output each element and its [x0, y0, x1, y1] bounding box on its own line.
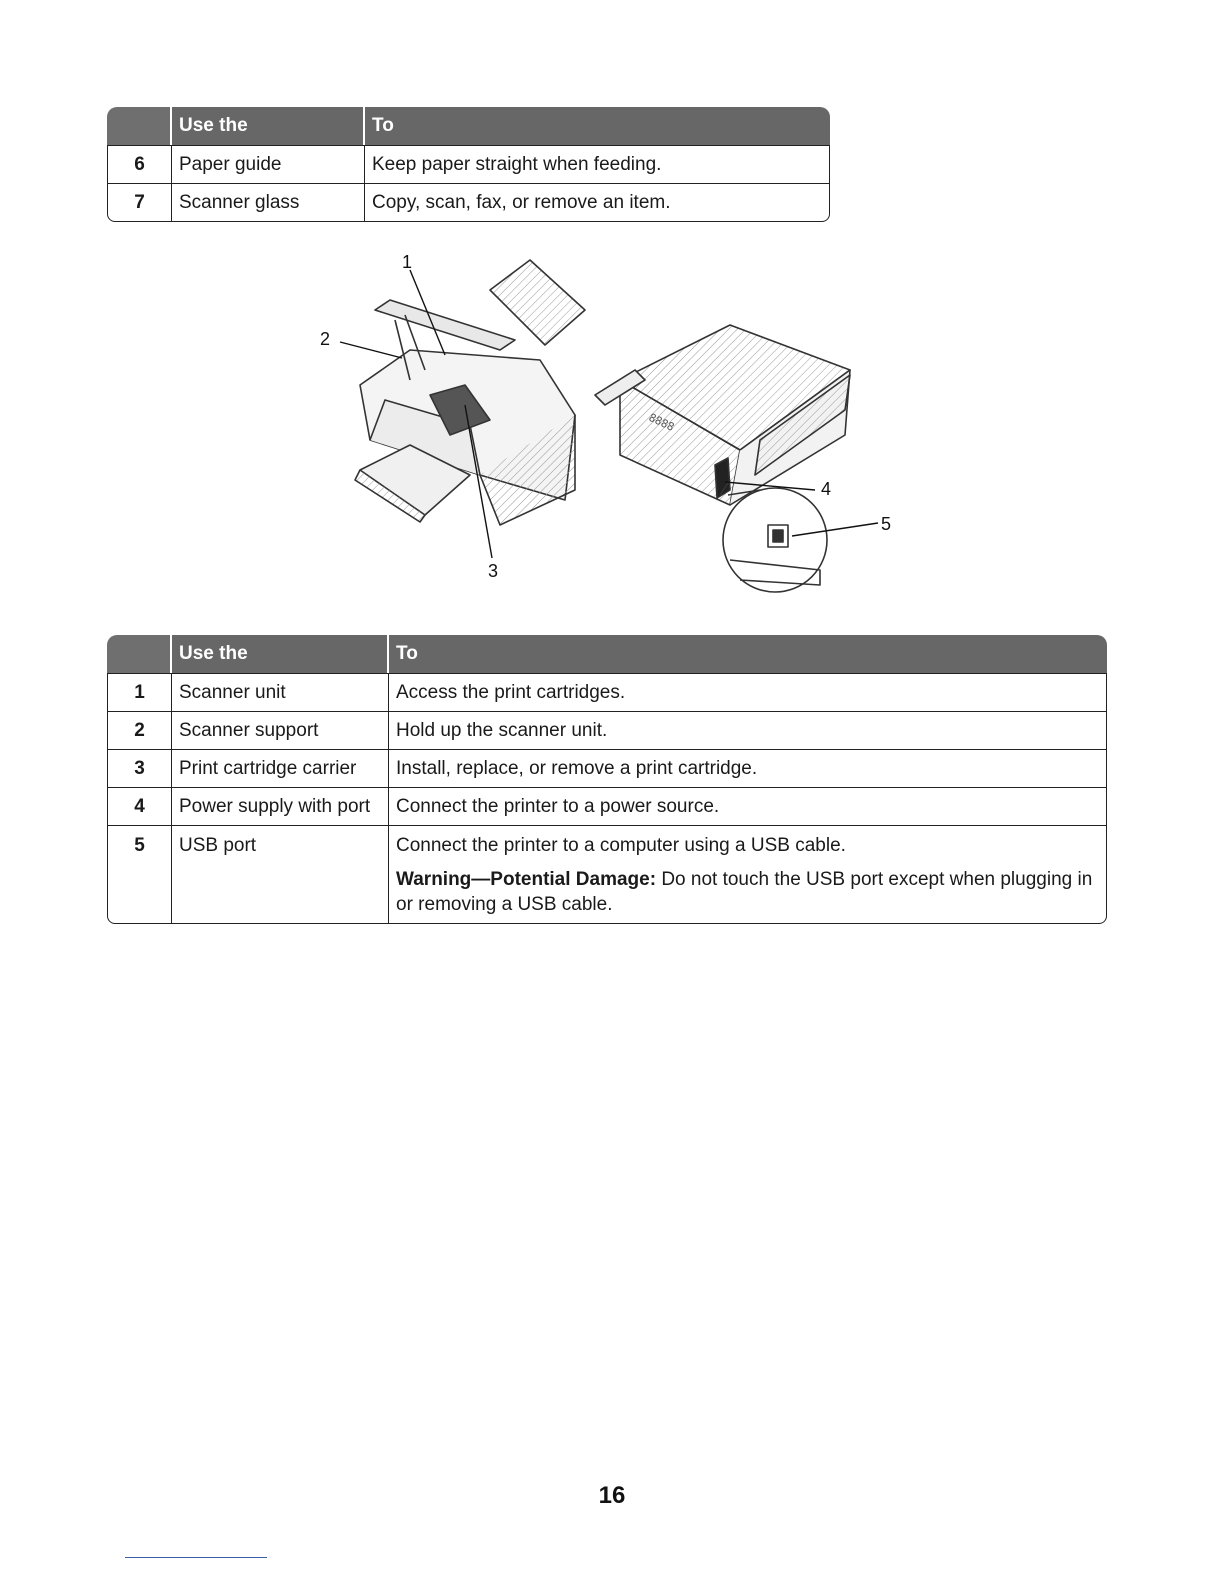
printer-illustration [300, 240, 920, 620]
parts-table-1 [107, 107, 830, 222]
callout-5: 5 [881, 514, 892, 534]
row-purpose: Copy, scan, fax, or remove an item. [365, 183, 830, 222]
table-header-row [107, 107, 830, 145]
row-number: 4 [107, 787, 172, 825]
row-purpose: Access the print cartridges. [389, 673, 1107, 711]
row-number: 6 [107, 145, 172, 183]
row-purpose: Connect the printer to a computer using a USB cable. [396, 835, 846, 856]
callout-1: 1 [402, 252, 413, 272]
table-row [107, 787, 1107, 825]
header-to: To [365, 107, 830, 145]
row-part: Print cartridge carrier [172, 749, 389, 787]
table-header-row [107, 635, 1107, 673]
header-use-the: Use the [172, 107, 365, 145]
callout-3: 3 [488, 561, 499, 581]
table-row [107, 711, 1107, 749]
row-purpose: Connect the printer to a power source. [389, 787, 1107, 825]
row-number: 3 [107, 749, 172, 787]
page-number: 16 [598, 1482, 626, 1509]
table-row [107, 749, 1107, 787]
printer-back-view [595, 325, 850, 592]
row-part: Paper guide [172, 145, 365, 183]
row-part: Power supply with port [172, 787, 389, 825]
display-text: 8888 [646, 410, 677, 434]
parts-table-2 [107, 635, 1107, 924]
header-to: To [389, 635, 1107, 673]
row-part: Scanner support [172, 711, 389, 749]
row-purpose-cell [389, 825, 1107, 924]
warning-note [396, 867, 1099, 917]
table-row [107, 673, 1107, 711]
callout-4: 4 [821, 479, 832, 499]
row-number: 2 [107, 711, 172, 749]
warning-text: Do not touch the USB port except when plugging in or removing a USB cable. [396, 869, 1093, 915]
row-number: 1 [107, 673, 172, 711]
row-part: USB port [172, 825, 389, 924]
header-use-the: Use the [172, 635, 389, 673]
printer-front-view [355, 260, 585, 525]
row-part: Scanner unit [172, 673, 389, 711]
header-num-cell [107, 107, 172, 145]
table-row [107, 183, 830, 222]
row-purpose: Hold up the scanner unit. [389, 711, 1107, 749]
row-number: 5 [107, 825, 172, 924]
footer-rule [125, 1557, 267, 1558]
row-part: Scanner glass [172, 183, 365, 222]
callout-2: 2 [320, 329, 331, 349]
warning-label: Warning—Potential Damage: [396, 869, 657, 890]
header-num-cell [107, 635, 172, 673]
table-row [107, 145, 830, 183]
row-purpose: Install, replace, or remove a print cartridge. [389, 749, 1107, 787]
row-number: 7 [107, 183, 172, 222]
table-row [107, 825, 1107, 924]
row-purpose: Keep paper straight when feeding. [365, 145, 830, 183]
